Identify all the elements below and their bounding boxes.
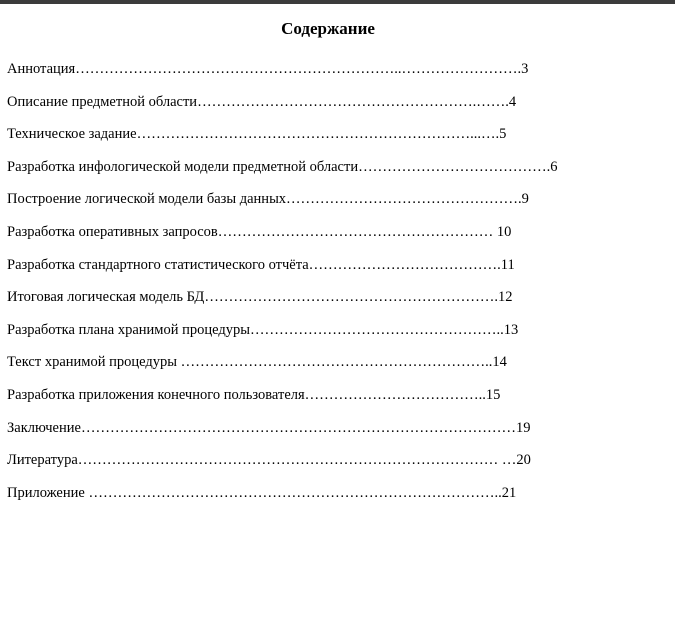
toc-entry-text: Разработка приложения конечного пользователя………………………………..15 xyxy=(7,386,501,403)
toc-entry xyxy=(7,93,648,126)
toc-entry-text: Техническое задание……………………………………………………………...….5 xyxy=(7,126,507,143)
toc-entry xyxy=(7,60,648,93)
page-title: Содержание xyxy=(281,19,375,38)
toc-entry xyxy=(7,158,648,191)
toc-entry-text: Разработка оперативных запросов………………………………………………… 10 xyxy=(7,223,512,240)
toc-entry xyxy=(7,353,648,386)
table-of-contents xyxy=(7,60,648,516)
toc-entry xyxy=(7,386,648,419)
toc-entry-text: Приложение …………………………………………………………………………..21 xyxy=(7,484,517,501)
toc-entry-text: Разработка плана хранимой процедуры……………………………………………..13 xyxy=(7,321,519,338)
toc-entry xyxy=(7,419,648,452)
document-page xyxy=(0,4,675,623)
toc-entry-text: Заключение………………………………………………………………………………19 xyxy=(7,419,531,436)
toc-entry-text: Текст хранимой процедуры ………………………………………………………..14 xyxy=(7,354,507,371)
toc-entry xyxy=(7,256,648,289)
toc-entry-text: Построение логической модели базы данных………………………………………….9 xyxy=(7,191,529,208)
toc-entry-text: Разработка стандартного статистического отчёта………………………………….11 xyxy=(7,256,515,273)
toc-entry xyxy=(7,484,648,517)
toc-entry-text: Разработка инфологической модели предметной области………………………………….6 xyxy=(7,158,558,175)
toc-entry-text: Аннотация…………………………………………………………..…………………….3 xyxy=(7,61,529,77)
toc-entry xyxy=(7,288,648,321)
toc-entry xyxy=(7,223,648,256)
toc-entry xyxy=(7,125,648,158)
toc-entry-text: Описание предметной области………………………………………………….…….4 xyxy=(7,93,517,110)
toc-entry-text: Итоговая логическая модель БД…………………………………………………….12 xyxy=(7,289,513,306)
toc-entry xyxy=(7,190,648,223)
toc-entry xyxy=(7,451,648,484)
toc-entry-text: Литература…………………………………………………………………………… …20 xyxy=(7,452,531,469)
toc-entry xyxy=(7,321,648,354)
